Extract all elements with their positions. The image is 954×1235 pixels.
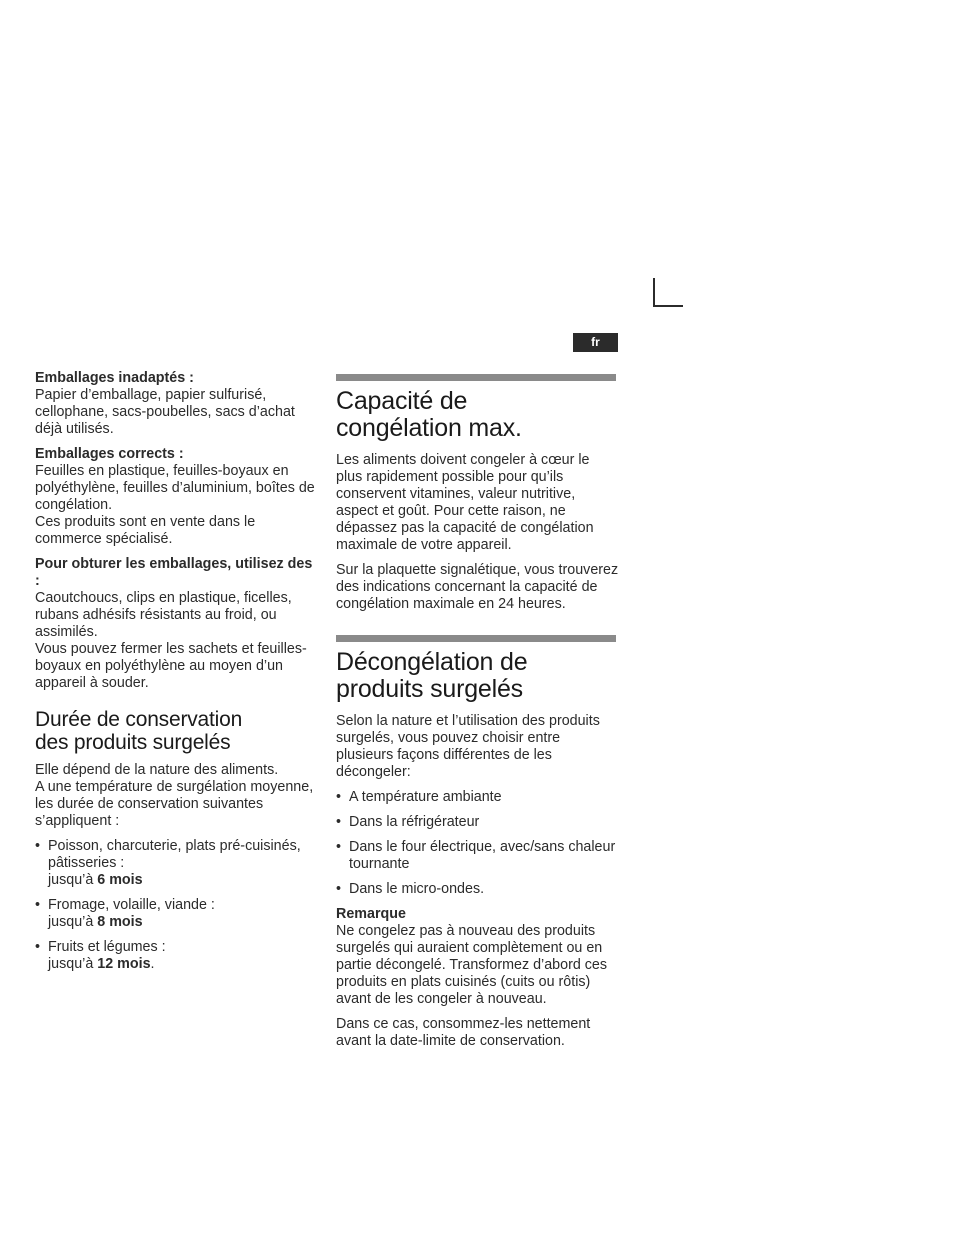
corner-mark-vertical (653, 278, 655, 306)
remark-text-2: Dans ce cas, consommez-les nettement avant la date-limite de conservation. (336, 1016, 591, 1049)
list-item: • Dans la réfrigérateur (336, 814, 619, 831)
defrosting-heading: Décongélation de produits surgelés (336, 648, 528, 703)
remark-text: Ne congelez pas à nouveau des produits surgelés qui auraient complètement ou en partie décongelé. Transformez d’abord ces produits en plats cuisinés (cuits ou rôtis) avant de les congeler à nouveau. (336, 923, 607, 1007)
list-item: • Dans le micro-ondes. (336, 881, 619, 898)
list-item: • A température ambiante (336, 789, 619, 806)
list-item: • Dans le four électrique, avec/sans chaleur tournante (336, 839, 619, 873)
freezing-capacity-heading: Capacité de congélation max. (336, 387, 522, 442)
unsuitable-packaging-heading: Emballages inadaptés : (35, 370, 194, 386)
storage-duration-heading-line1: Durée de conservation (35, 708, 243, 731)
storage-duration-heading (35, 708, 318, 754)
storage-duration-heading-line2: des produits surgelés (35, 731, 231, 754)
defrosting-intro: Selon la nature et l’utilisation des produits surgelés, vous pouvez choisir entre plusieurs façons différentes de les décongeler: (336, 713, 600, 780)
storage-duration-intro-2: A une température de surgélation moyenne, les durée de conservation suivantes s’appliquent : (35, 779, 314, 829)
unsuitable-packaging-text: Papier d’emballage, papier sulfurisé, cellophane, sacs-poubelles, sacs d’achat déjà utilisés. (35, 387, 295, 437)
storage-duration-intro: Elle dépend de la nature des aliments. (35, 762, 279, 778)
freezing-capacity-text: Les aliments doivent congeler à cœur le plus rapidement possible pour qu’ils conservent vitamines, valeur nutritive, aspect et goût. Pour cette raison, ne dépassez pas la capacité de congélation maximale de votre appareil. (336, 452, 594, 553)
section-rule (336, 374, 616, 381)
storage-duration-list (35, 838, 318, 973)
correct-packaging-heading: Emballages corrects : (35, 446, 184, 462)
left-column (35, 370, 318, 981)
correct-packaging-text: Feuilles en plastique, feuilles-boyaux en polyéthylène, feuilles d’aluminium, boîtes de congélation. (35, 463, 315, 513)
sealing-heading: Pour obturer les emballages, utilisez des : (35, 556, 313, 589)
sealing-welding-text: Vous pouvez fermer les sachets et feuilles-boyaux en polyéthylène au moyen d’un appareil à souder. (35, 641, 307, 691)
list-item: • Poisson, charcuterie, plats pré-cuisinés, pâtisseries : jusqu’à 6 mois (35, 838, 318, 889)
section-rule (336, 635, 616, 642)
remark-heading: Remarque (336, 906, 406, 922)
rating-plate-text: Sur la plaquette signalétique, vous trouverez des indications concernant la capacité de congélation maximale en 24 heures. (336, 562, 619, 612)
correct-packaging-availability: Ces produits sont en vente dans le commerce spécialisé. (35, 514, 256, 547)
language-badge: fr (573, 333, 618, 352)
defrosting-methods-list (336, 789, 619, 898)
list-item: • Fromage, volaille, viande : jusqu’à 8 mois (35, 897, 318, 931)
sealing-text: Caoutchoucs, clips en plastique, ficelles, rubans adhésifs résistants au froid, ou assimilés. (35, 590, 292, 640)
list-item: • Fruits et légumes : jusqu’à 12 mois. (35, 939, 318, 973)
corner-mark-horizontal (653, 305, 683, 307)
right-column (336, 370, 619, 1050)
